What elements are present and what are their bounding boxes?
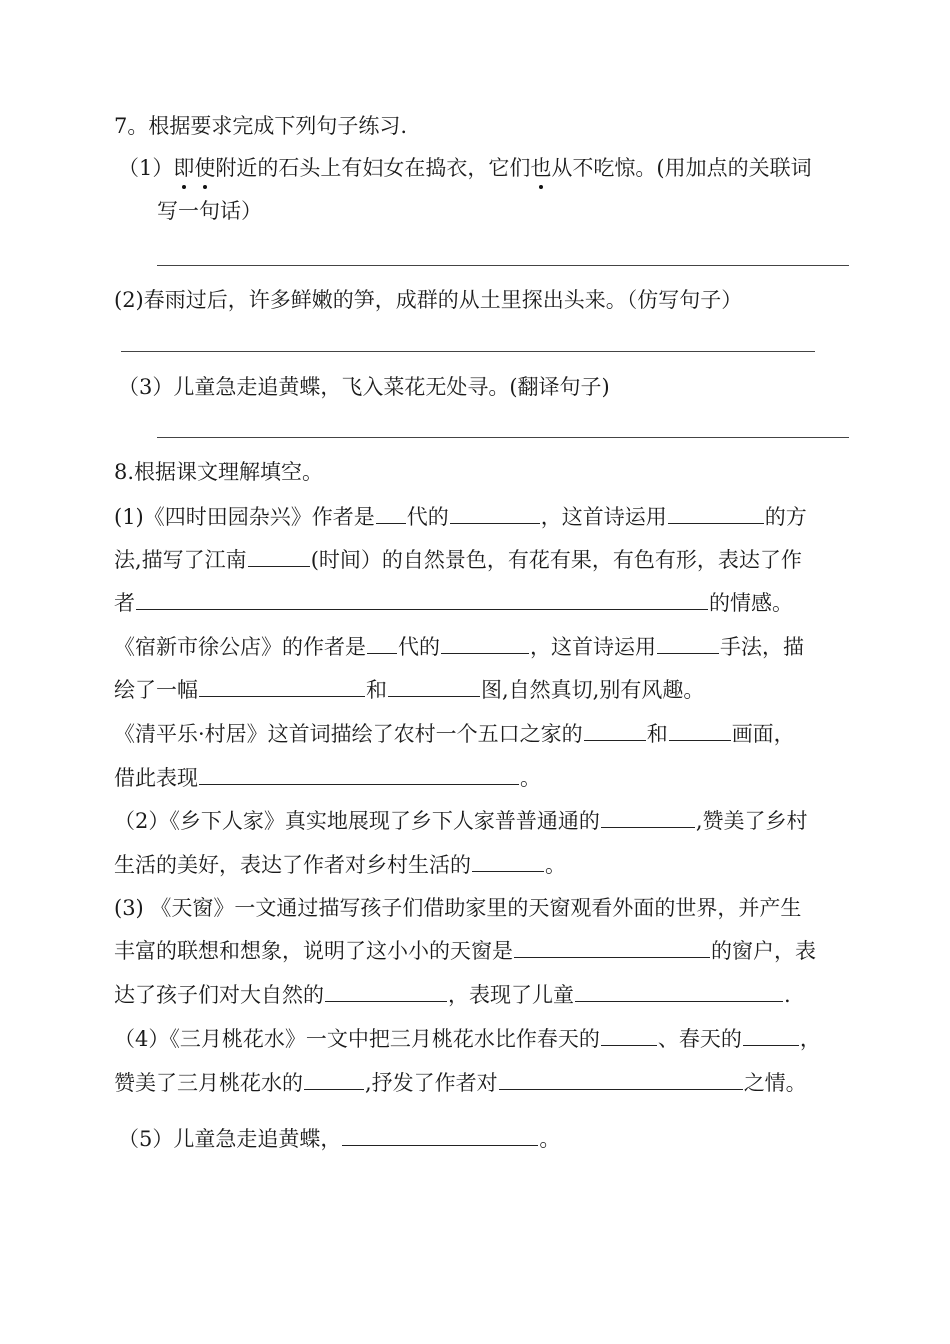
q8-p2-line1: 《宿新市徐公店》的作者是 代的 ，这首诗运用 手法，描 xyxy=(114,635,804,659)
q8-p5-line2: 丰富的联想和想象，说明了这小小的天窗是 的窗户，表 xyxy=(114,939,816,963)
fill-blank[interactable] xyxy=(304,1069,364,1090)
q8-p3-line2: 借此表现 。 xyxy=(114,766,541,790)
q8-p5-line1: (3) 《天窗》一文通过描写孩子们借助家里的天窗观看外面的世界，并产生 xyxy=(114,896,802,920)
q8-p4-line2: 生活的美好，表达了作者对乡村生活的 。 xyxy=(114,853,566,877)
fill-blank[interactable] xyxy=(657,633,719,654)
q7-title: 7。根据要求完成下列句子练习. xyxy=(114,114,408,138)
q7-sentence-3: （3）儿童急走追黄蝶，飞入菜花无处寻。(翻译句子) xyxy=(118,375,610,399)
q8-p1-line1: (1)《四时田园杂兴》作者是 代的 ，这首诗运用 的方 xyxy=(114,505,807,529)
fill-blank[interactable] xyxy=(575,981,783,1002)
q7-sentence-2: (2)春雨过后，许多鲜嫩的笋，成群的从土里探出头来。（仿写句子） xyxy=(114,288,743,312)
q8-p5-line3: 达了孩子们对大自然的 ，表现了儿童 . xyxy=(114,983,791,1007)
q8-p1-line3: 者 的情感。 xyxy=(114,591,793,615)
fill-blank[interactable] xyxy=(669,720,731,741)
q8-p2-line2: 绘了一幅 和 图,自然真切,别有风趣。 xyxy=(114,678,705,702)
q8-p6-line2: 赞美了三月桃花水的 ,抒发了作者对 之情。 xyxy=(114,1071,807,1095)
q8-p7-line1: （5）儿童急走追黄蝶， 。 xyxy=(118,1127,561,1151)
emphasis-dot-char: 也 xyxy=(530,153,551,183)
fill-blank[interactable] xyxy=(367,633,397,654)
answer-line[interactable] xyxy=(121,351,815,352)
q8-title: 8.根据课文理解填空。 xyxy=(114,460,324,484)
fill-blank[interactable] xyxy=(376,503,406,524)
q8-p1-line2: 法,描写了江南 (时间）的自然景色，有花有果，有色有形，表达了作 xyxy=(114,548,802,572)
emphasis-dot-char: 使 xyxy=(194,153,215,183)
q8-p3-line1: 《清平乐·村居》这首词描绘了农村一个五口之家的 和 画面， xyxy=(114,722,795,746)
q7-sentence-1-cont: 写一句话） xyxy=(157,199,262,223)
fill-blank[interactable] xyxy=(584,720,646,741)
fill-blank[interactable] xyxy=(441,633,529,654)
fill-blank[interactable] xyxy=(450,503,540,524)
answer-line[interactable] xyxy=(157,265,849,266)
emphasis-dot-char: 即 xyxy=(173,153,194,183)
fill-blank[interactable] xyxy=(514,937,710,958)
fill-blank[interactable] xyxy=(743,1025,799,1046)
fill-blank[interactable] xyxy=(199,676,365,697)
q8-p6-line1: （4）《三月桃花水》一文中把三月桃花水比作春天的 、春天的 ， xyxy=(114,1027,821,1051)
fill-blank[interactable] xyxy=(136,589,708,610)
answer-line[interactable] xyxy=(157,437,849,438)
fill-blank[interactable] xyxy=(668,503,764,524)
fill-blank[interactable] xyxy=(601,807,695,828)
fill-blank[interactable] xyxy=(499,1069,743,1090)
q8-p4-line1: （2）《乡下人家》真实地展现了乡下人家普普通通的 ,赞美了乡村 xyxy=(114,809,808,833)
fill-blank[interactable] xyxy=(472,851,544,872)
fill-blank[interactable] xyxy=(248,546,310,567)
fill-blank[interactable] xyxy=(601,1025,657,1046)
fill-blank[interactable] xyxy=(388,676,480,697)
fill-blank[interactable] xyxy=(342,1125,538,1146)
fill-blank[interactable] xyxy=(199,764,519,785)
q7-sentence-1: （1）即使附近的石头上有妇女在捣衣，它们也从不吃惊。(用加点的关联词 xyxy=(118,153,812,183)
fill-blank[interactable] xyxy=(325,981,447,1002)
